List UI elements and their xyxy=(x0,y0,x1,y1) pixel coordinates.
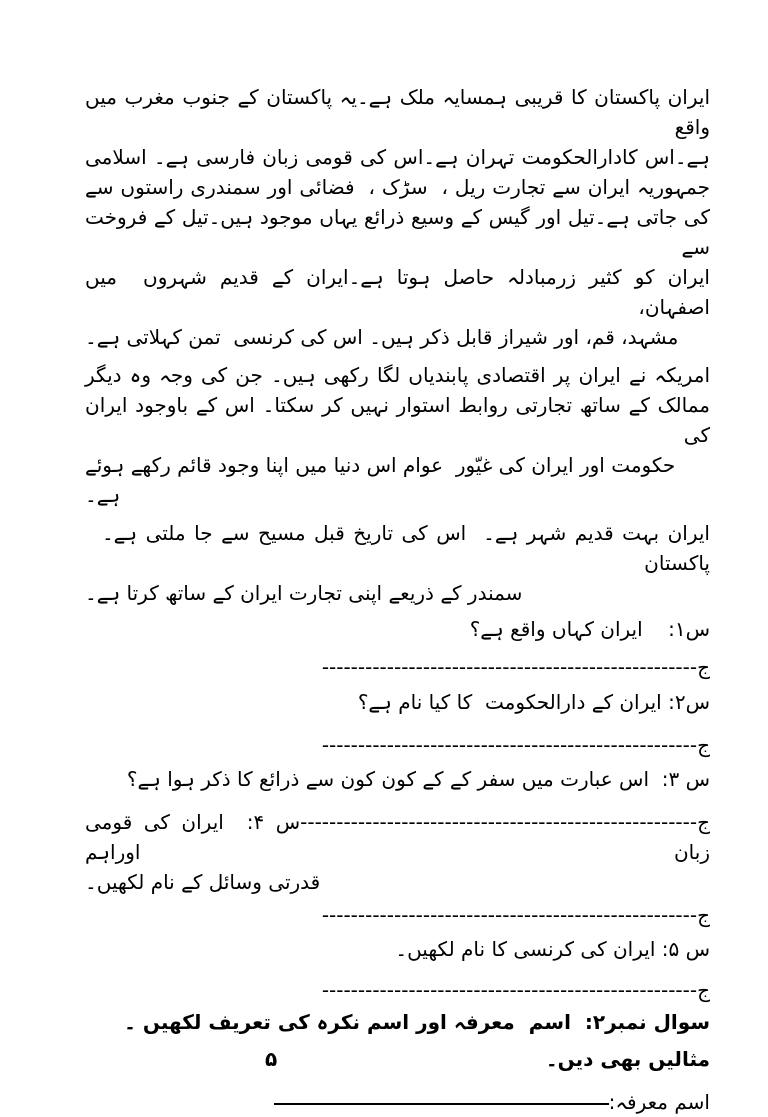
question-3: س ۳: اس عبارت میں سفر کے کے کون کون سے ذرائع کا ذکر ہوا ہے؟ xyxy=(126,767,710,791)
passage-line: جمہوریہ ایران سے تجارت ریل ، سڑک ، فضائی اور سمندری راستوں سے xyxy=(85,175,710,199)
passage-line: ممالک کے ساتھ تجارتی روابط استوار نہیں کر سکتا۔ اس کے باوجود ایران کی xyxy=(85,393,710,447)
section2-heading-line2 xyxy=(85,1044,710,1074)
passage-line: ایران کو کثیر زرمبادلہ حاصل ہوتا ہے۔ایران کے قدیم شہروں میں اصفہان، xyxy=(85,265,710,319)
answer-line-3-and-question-4: ج-------------------------------------------------------س ۴: ایران کی قومی زبان اوراہم xyxy=(85,810,710,864)
passage-line: ایران پاکستان کا قریبی ہمسایہ ملک ہے۔یہ پاکستان کے جنوب مغرب میں واقع xyxy=(85,85,710,139)
paragraph-2 xyxy=(85,360,710,510)
passage-line: امریکہ نے ایران پر اقتصادی پابندیاں لگا رکھی ہیں۔ جن کی وجہ وہ دیگر xyxy=(85,363,710,387)
ism-marifa-label: اسم معرفہ: xyxy=(608,1090,710,1114)
section2-heading-line1: سوال نمبر۲: اسم معرفہ اور اسم نکرہ کی تعریف لکھیں ۔ xyxy=(124,1010,710,1034)
ism-marifa-row xyxy=(85,1087,710,1117)
section-2 xyxy=(85,1007,710,1117)
questions-section xyxy=(85,614,710,1005)
question-4-continuation: قدرتی وسائل کے نام لکھیں۔ xyxy=(85,870,321,894)
section2-heading-line2-text: مثالیں بھی دیں۔ xyxy=(545,1047,710,1071)
passage-line: مشہد، قم، اور شیراز قابل ذکر ہیں۔ اس کی کرنسی تمن کہلاتی ہے۔ xyxy=(85,325,679,349)
passage-line: سمندر کے ذریعے اپنی تجارت ایران کے ساتھ کرتا ہے۔ xyxy=(85,581,523,605)
blank-answer-rule xyxy=(274,1103,609,1105)
question-1: س۱: ایران کہاں واقع ہے؟ xyxy=(469,617,710,641)
reading-passage xyxy=(85,82,710,608)
question-5: س ۵: ایران کی کرنسی کا نام لکھیں۔ xyxy=(395,937,710,961)
passage-line: کی جاتی ہے۔تیل اور گیس کے وسیع ذرائع یہاں موجود ہیں۔تیل کے فروخت سے xyxy=(85,205,710,259)
passage-line: ہے۔اس کادارالحکومت تہران ہے۔اس کی قومی زبان فارسی ہے۔ اسلامی xyxy=(85,145,710,169)
question-2: س۲: ایران کے دارالحکومت کا کیا نام ہے؟ xyxy=(357,690,710,714)
paragraph-3 xyxy=(85,518,710,608)
passage-line: ایران بہت قدیم شہر ہے۔ اس کی تاریخ قبل مسیح سے جا ملتی ہے۔ پاکستان xyxy=(85,521,710,575)
answer-line-1: ج---------------------------------------------------- xyxy=(321,655,710,679)
marks-value: ۵ xyxy=(265,1047,278,1071)
answer-line-4: ج---------------------------------------------------- xyxy=(321,903,710,927)
passage-line: حکومت اور ایران کی غیّور عوام اس دنیا میں اپنا وجود قائم رکھے ہوئے ہے۔ xyxy=(85,453,676,507)
answer-line-5: ج---------------------------------------------------- xyxy=(321,978,710,1002)
answer-line-2: ج---------------------------------------------------- xyxy=(321,733,710,757)
paragraph-1 xyxy=(85,82,710,352)
